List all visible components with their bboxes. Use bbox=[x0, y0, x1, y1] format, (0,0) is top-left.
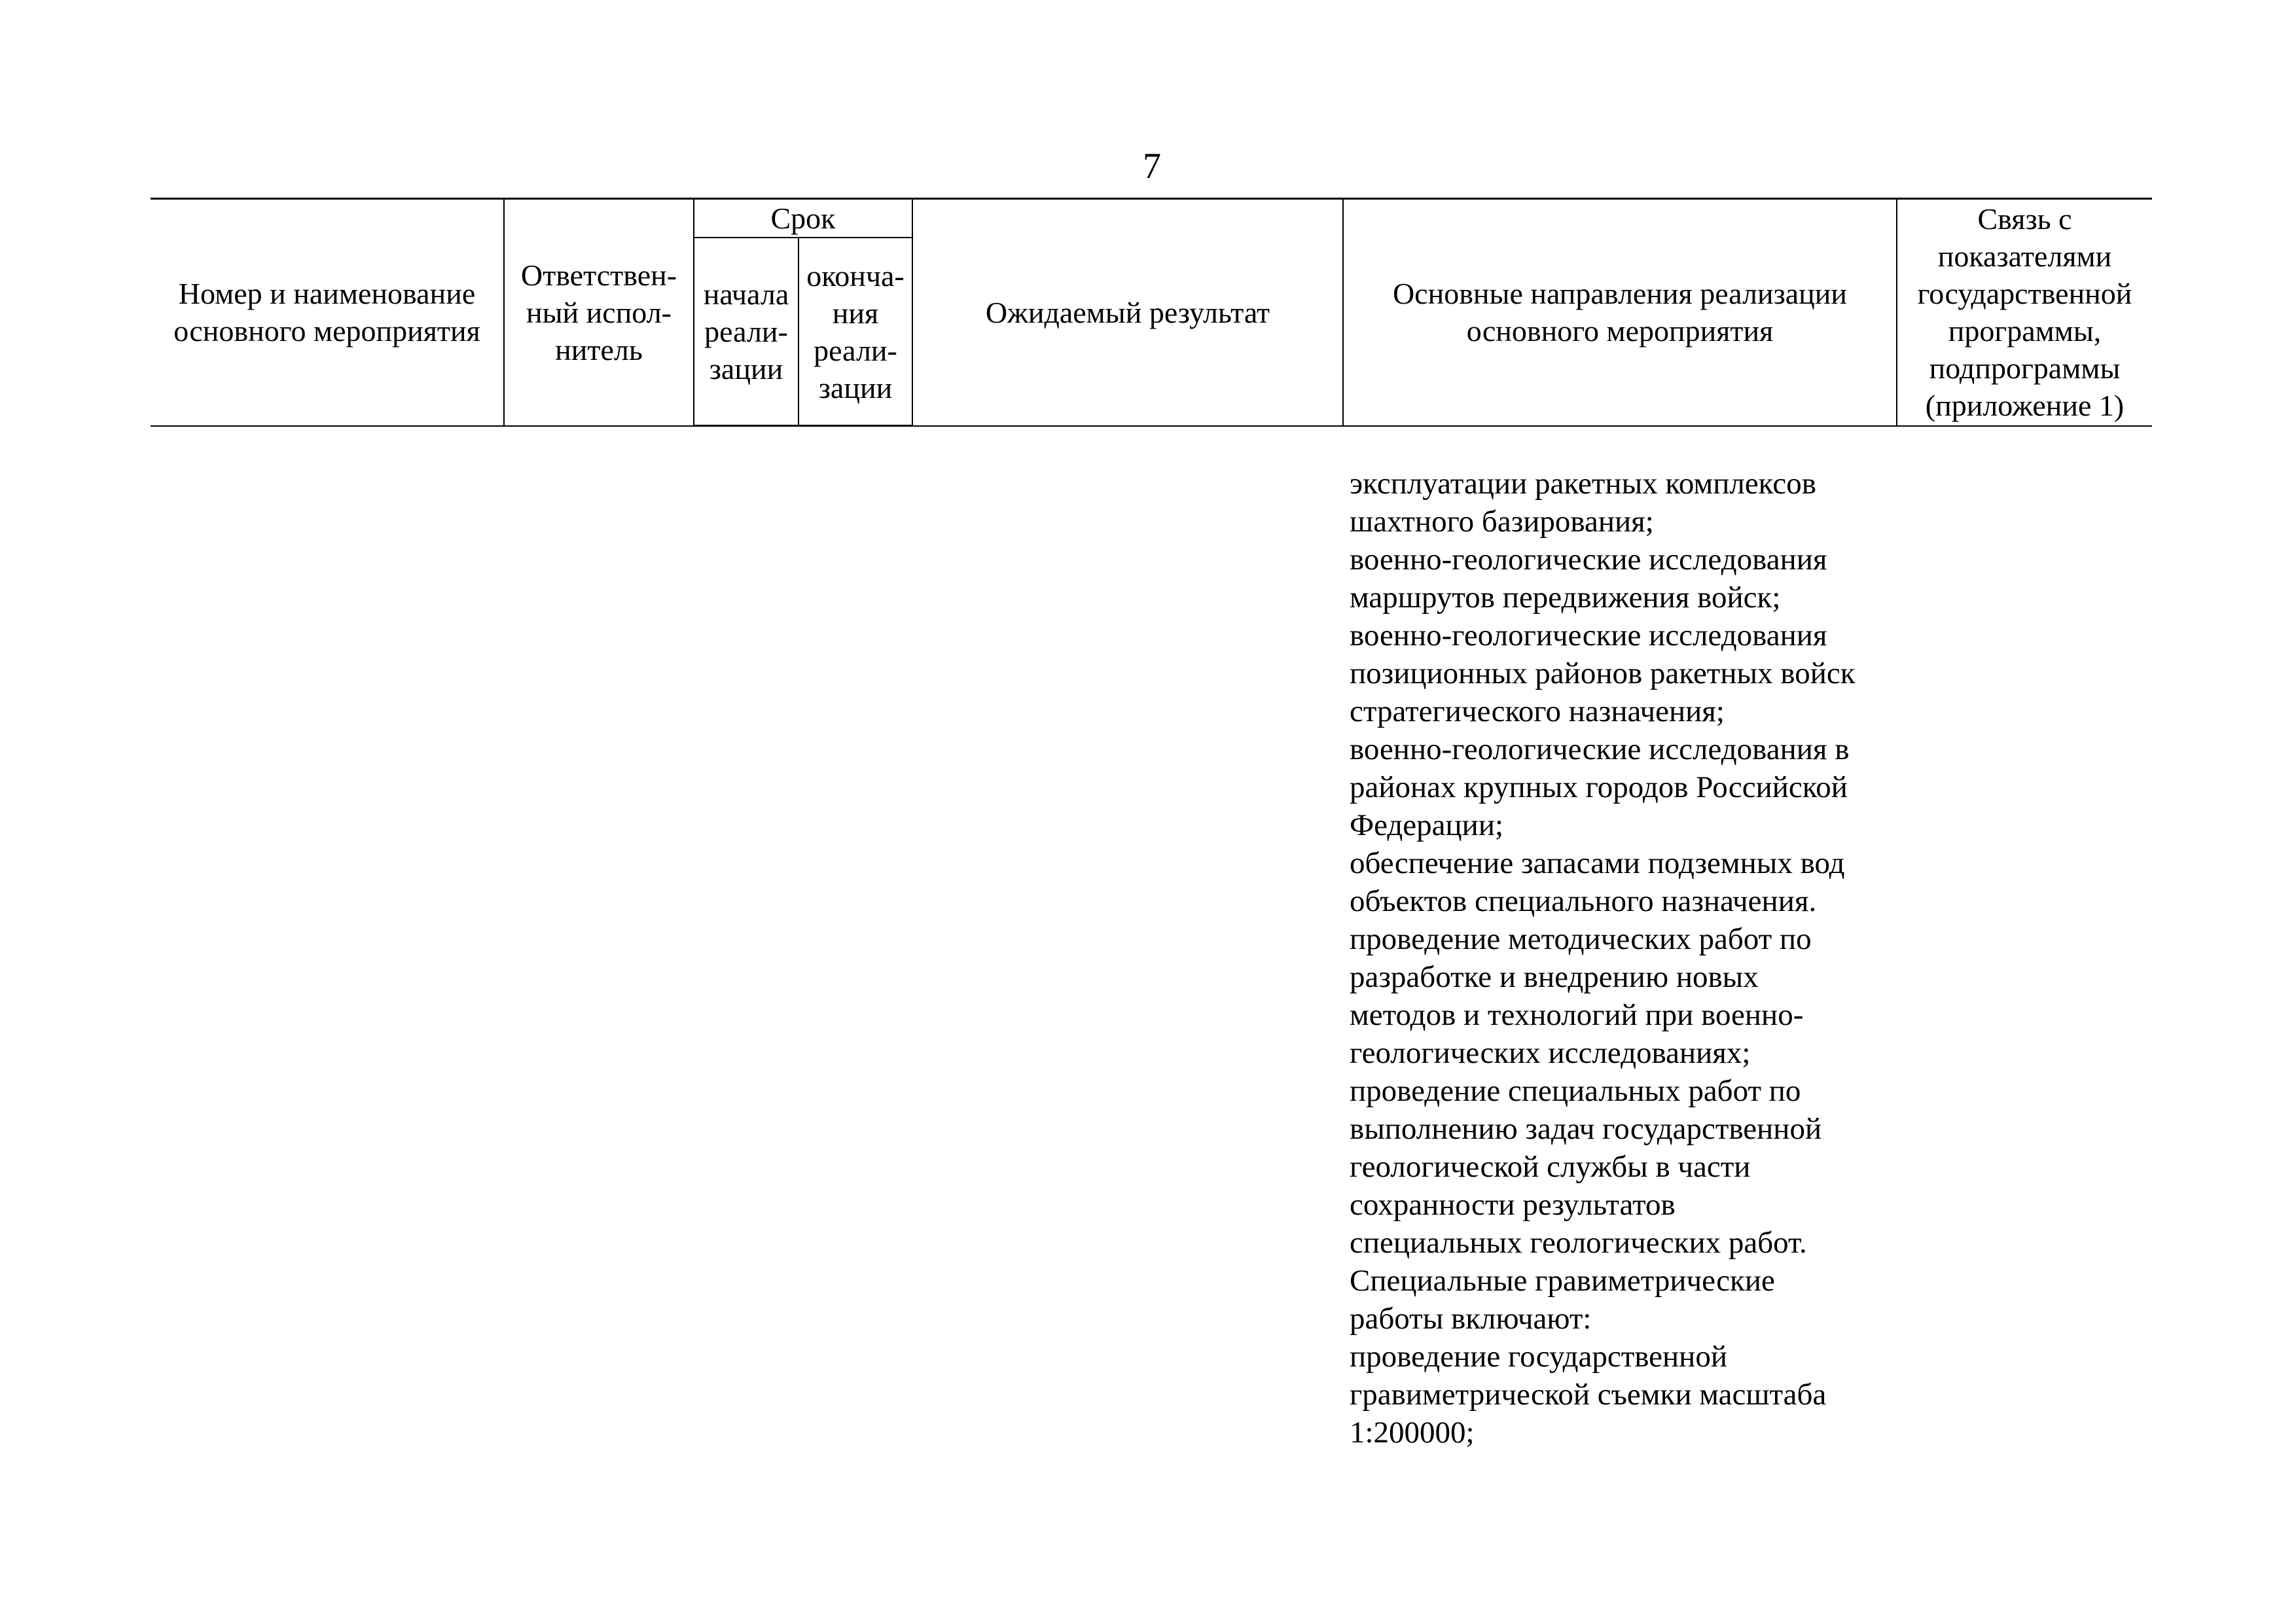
text-line: объектов специального назначения. bbox=[1350, 884, 1817, 918]
text-line: геологической службы в части bbox=[1350, 1150, 1751, 1184]
text-line: проведение специальных работ по bbox=[1350, 1074, 1801, 1108]
text-line: методов и технологий при военно- bbox=[1350, 998, 1804, 1032]
text-line: 1:200000; bbox=[1350, 1416, 1475, 1450]
text-line: специальных геологических работ. bbox=[1350, 1226, 1807, 1260]
text-line: военно-геологические исследования bbox=[1350, 543, 1827, 577]
text-line: шахтного базирования; bbox=[1350, 505, 1654, 539]
text-line: сохранности результатов bbox=[1350, 1188, 1676, 1222]
table-header bbox=[151, 198, 2152, 427]
text-line: Специальные гравиметрические bbox=[1350, 1264, 1775, 1298]
header-term-end: оконча- ния реали- зации bbox=[798, 238, 912, 426]
text-line: обеспечение запасами подземных вод bbox=[1350, 846, 1845, 880]
text-line: выполнению задач государственной bbox=[1350, 1112, 1822, 1146]
text-line: позиционных районов ракетных войск bbox=[1350, 656, 1856, 690]
header-event-name: Номер и наименование основного мероприятия bbox=[151, 199, 504, 426]
text-line: работы включают: bbox=[1350, 1302, 1592, 1336]
text-line: гравиметрической съемки масштаба bbox=[1350, 1378, 1827, 1412]
text-line: маршрутов передвижения войск; bbox=[1350, 580, 1781, 615]
header-responsible: Ответствен- ный испол- нитель bbox=[504, 199, 694, 426]
page-number: 7 bbox=[1143, 146, 1161, 187]
header-term: Срок bbox=[694, 199, 912, 238]
header-expected-result: Ожидаемый результат bbox=[912, 199, 1343, 426]
text-line: разработке и внедрению новых bbox=[1350, 960, 1759, 994]
header-program-link: Связь с показателями государственной программы, подпрограммы (приложение 1) bbox=[1897, 199, 2152, 426]
text-line: военно-геологические исследования bbox=[1350, 618, 1827, 652]
text-line: проведение государственной bbox=[1350, 1340, 1727, 1374]
text-line: эксплуатации ракетных комплексов bbox=[1350, 467, 1816, 501]
text-line: проведение методических работ по bbox=[1350, 922, 1812, 956]
text-line: районах крупных городов Российской bbox=[1350, 770, 1848, 804]
directions-text bbox=[1350, 465, 1971, 1452]
header-term-start: начала реали- зации bbox=[694, 238, 798, 426]
header-main-directions: Основные направления реализации основного мероприятия bbox=[1343, 199, 1897, 426]
text-line: военно-геологические исследования в bbox=[1350, 732, 1850, 766]
text-line: геологических исследованиях; bbox=[1350, 1036, 1751, 1070]
text-line: стратегического назначения; bbox=[1350, 694, 1725, 728]
text-line: Федерации; bbox=[1350, 808, 1504, 842]
